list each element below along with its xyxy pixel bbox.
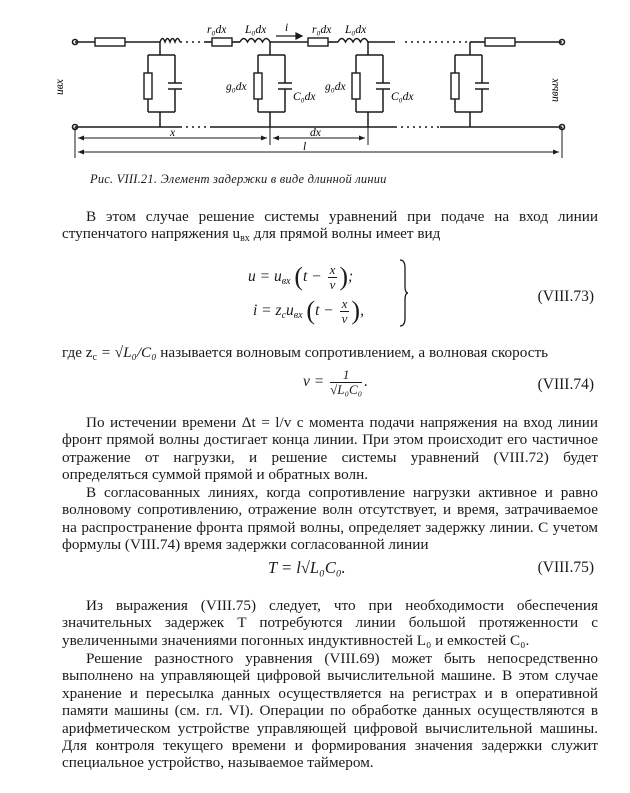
label-g0dx: g₀dx <box>226 81 247 93</box>
label-r0dx: r₀dx <box>207 24 227 36</box>
paragraph-digital-computer: Решение разностного уравнения (VIII.69) может быть непосредственно выполнено на управляющей цифровой вычислительной машине. В этом случае хранение и пересылка данных осуществляется на регистрах и в оперативной памяти машины (см. гл. VI). Операции по обработке данных осуществляются в арифметическом устройстве управляющей цифровой вычислительной машины. Для контроля текущего времени и формирования значения задержки служит специальное устройство, называемое таймером. <box>62 650 598 772</box>
figure-caption: Рис. VIII.21. Элемент задержки в виде длинной линии <box>90 172 387 186</box>
label-current: i <box>285 22 289 34</box>
label-C0dx: C₀dx <box>293 91 316 103</box>
label-L0dx: L₀dx <box>245 24 267 36</box>
label-x: x <box>170 127 176 139</box>
paragraph-reflection: По истечении времени Δt = l/v с момента подачи напряжения на вход линии фронт прямой волны достигает конца линии. При этом происходит его частичное отражение от нагрузки, и решение системы уравнений (VIII.72) будет определяться суммой прямой и обратных волн. <box>62 414 598 484</box>
equation-75-number: (VIII.75) <box>537 559 594 576</box>
label-C0dx-2: C₀dx <box>391 91 414 103</box>
label-r0dx-2: r₀dx <box>312 24 332 36</box>
equation-74: v = $\frac{1}{\text{√L₀C₀}}$ . <box>303 367 369 397</box>
paragraph-intro: В этом случае решение системы уравнений при подаче на вход линии ступенчатого напряжения $u_{вх}$ для прямой волны имеет вид <box>62 208 598 245</box>
label-L0dx-2: L₀dx <box>345 24 367 36</box>
label-u-in: uвх <box>54 79 66 95</box>
label-g0dx-2: g₀dx <box>325 81 346 93</box>
paragraph-matched-lines: В согласованных линиях, когда сопротивление нагрузки активное и равно волновому сопротивлению, отражение волн отсутствует, и время, затрачиваемое на распространение фронта прямой волны, определяет задержку линии. С учетом формулы (VIII.74) время задержки согласованной линии <box>62 484 598 554</box>
long-line-circuit-diagram <box>0 0 630 170</box>
equation-brace <box>398 258 408 328</box>
equation-75: T = l√L₀C₀. <box>268 558 346 577</box>
label-l: l <box>303 141 307 153</box>
equation-73-line1: $u = u_{вх}$ (t − $\frac{x}{v}$ ); <box>248 261 354 292</box>
equation-74-number: (VIII.74) <box>537 376 594 393</box>
paragraph-wave-impedance: где $z_c = √L_0/C_0$ называется волновым сопротивлением, а волновая скорость <box>62 344 549 363</box>
paragraph-large-delays: Из выражения (VIII.75) следует, что при необходимости обеспечения значительных задержек T потребуются линии большой протяженности с увеличенными значениями погонных индуктивностей L₀ и емкостей C₀. <box>62 597 598 649</box>
equation-73-line2: $i = z_cu_{вх}$ (t − $\frac{x}{v}$ ), <box>253 295 364 326</box>
label-u-out: uвых <box>549 78 561 102</box>
label-dx: dx <box>310 127 321 139</box>
equation-73-number: (VIII.73) <box>537 288 594 305</box>
